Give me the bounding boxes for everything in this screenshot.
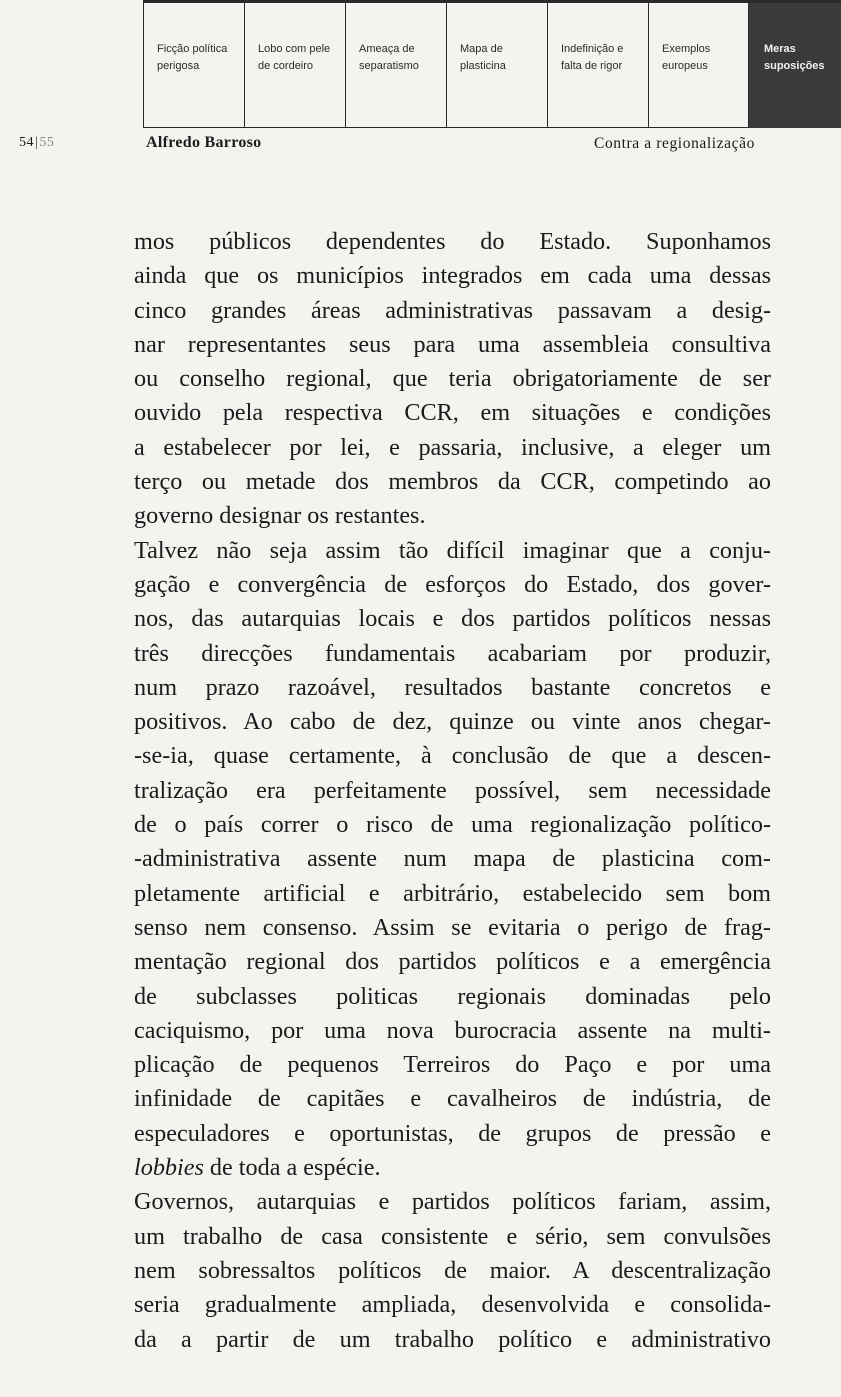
page-number-current: 54	[19, 135, 34, 150]
page-number-next: 55	[39, 135, 55, 150]
text-line: ou conselho regional, que teria obrigatoriamente de ser	[134, 365, 771, 393]
text-line: cinco grandes áreas administrativas passavam a desig-	[134, 296, 771, 324]
running-head-chapter: Contra a regionalização	[594, 135, 755, 152]
tab-label: Lobo com pele	[258, 43, 331, 55]
text-line: positivos. Ao cabo de dez, quinze ou vinte anos chegar-	[134, 708, 771, 736]
page-numbers	[19, 135, 54, 151]
tab-label: perigosa	[157, 60, 200, 72]
italic-term: lobbies	[134, 1154, 204, 1182]
text-line: especuladores e oportunistas, de grupos de pressão e	[134, 1119, 771, 1147]
text-line: Governos, autarquias e partidos políticos fariam, assim,	[134, 1188, 771, 1216]
text-line: ainda que os municípios integrados em cada uma dessas	[134, 262, 771, 290]
text-line: mos públicos dependentes do Estado. Suponhamos	[134, 228, 771, 255]
text-line: governo designar os restantes.	[134, 502, 426, 530]
text-line: tralização era perfeitamente possível, sem necessidade	[134, 776, 771, 804]
tab-label: Mapa de	[460, 43, 503, 55]
text-line: pletamente artificial e arbitrário, estabelecido sem bom	[134, 879, 771, 907]
tab-mapa-plasticina[interactable]	[446, 3, 547, 128]
tab-label: Ameaça de	[359, 43, 415, 55]
body-text	[134, 225, 771, 1357]
text-line	[134, 1151, 771, 1185]
text-line: caciquismo, por uma nova burocracia assente na multi-	[134, 1016, 771, 1044]
text-line: senso nem consenso. Assim se evitaria o perigo de frag-	[134, 913, 771, 941]
running-head-author: Alfredo Barroso	[146, 134, 262, 151]
text-line-rest: de toda a espécie.	[203, 1154, 381, 1182]
tab-ameaca-separatismo[interactable]	[345, 3, 446, 128]
tab-label: separatismo	[359, 60, 419, 72]
text-line: mentação regional dos partidos políticos e a emergência	[134, 948, 771, 976]
text-line: terço ou metade dos membros da CCR, competindo ao	[134, 468, 771, 496]
text-line: a estabelecer por lei, e passaria, inclusive, a eleger um	[134, 433, 771, 461]
text-line: de o país correr o risco de uma regionalização político-	[134, 811, 771, 839]
text-line: nem sobressaltos políticos de maior. A descentralização	[134, 1256, 771, 1284]
tab-ficcao-politica[interactable]	[143, 3, 244, 128]
text-line: Talvez não seja assim tão difícil imaginar que a conju-	[134, 536, 771, 564]
text-line: seria gradualmente ampliada, desenvolvida e consolida-	[134, 1291, 771, 1319]
page-separator: |	[35, 135, 39, 150]
tab-label: falta de rigor	[561, 60, 623, 72]
tab-lobo-com-pele[interactable]	[244, 3, 345, 128]
tab-label: Exemplos	[662, 43, 711, 55]
text-line: plicação de pequenos Terreiros do Paço e por uma	[134, 1051, 771, 1079]
tab-label: suposições	[764, 60, 825, 72]
text-line: gação e convergência de esforços do Estado, dos gover-	[134, 570, 771, 598]
text-line: um trabalho de casa consistente e sério, sem convulsões	[134, 1222, 771, 1250]
tab-label: de cordeiro	[258, 60, 314, 72]
text-line: infinidade de capitães e cavalheiros de indústria, de	[134, 1085, 771, 1113]
text-line: -se-ia, quase certamente, à conclusão de que a descen-	[134, 742, 771, 770]
tab-label: plasticina	[460, 60, 506, 72]
text-line: de subclasses politicas regionais dominadas pelo	[134, 982, 771, 1010]
tab-label: Indefinição e	[561, 43, 624, 55]
text-line: nos, das autarquias locais e dos partidos políticos nessas	[134, 605, 771, 633]
text-line: três direcções fundamentais acabariam por produzir,	[134, 639, 771, 667]
tab-indefinicao[interactable]	[547, 3, 648, 128]
tab-label: Ficção política	[157, 43, 228, 55]
tab-label: europeus	[662, 60, 708, 72]
text-line: da a partir de um trabalho político e administrativo	[134, 1325, 771, 1353]
text-line: nar representantes seus para uma assembleia consultiva	[134, 330, 771, 358]
tab-exemplos-europeus[interactable]	[648, 3, 749, 128]
text-line: -administrativa assente num mapa de plasticina com-	[134, 845, 771, 873]
section-tabs	[143, 0, 841, 128]
text-line: ouvido pela respectiva CCR, em situações e condições	[134, 399, 771, 427]
text-line: num prazo razoável, resultados bastante concretos e	[134, 673, 771, 701]
tab-meras-suposicoes[interactable]	[749, 3, 841, 128]
tab-label: Meras	[764, 43, 796, 55]
